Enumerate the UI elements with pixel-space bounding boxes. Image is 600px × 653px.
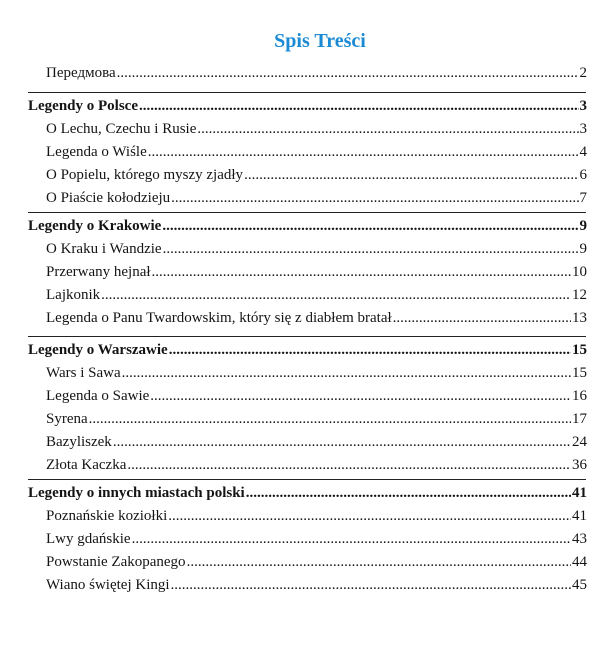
entry-title: Bazyliszek: [46, 434, 112, 450]
entry-title: Złota Kaczka: [46, 457, 127, 473]
section-title: Legendy o innych miastach polski: [28, 485, 245, 501]
toc-entry: [46, 308, 587, 328]
toc-entry: [46, 386, 587, 406]
toc-entry: [46, 529, 587, 549]
page-number: 15: [572, 365, 587, 381]
dot-leader: [101, 285, 571, 305]
page-number: 43: [572, 531, 587, 547]
entry-title: Legenda o Sawie: [46, 388, 150, 404]
toc-entry: [46, 432, 587, 452]
page-number: 6: [579, 167, 587, 183]
page-number: 13: [572, 310, 587, 326]
page-number: 9: [579, 241, 587, 257]
dot-leader: [171, 575, 571, 595]
dot-leader: [162, 216, 578, 236]
toc-entry: [46, 506, 587, 526]
toc-section: [28, 216, 587, 236]
section-divider: [28, 479, 586, 480]
toc-entry: [46, 455, 587, 475]
dot-leader: [122, 363, 571, 383]
page-number: 36: [572, 457, 587, 473]
entry-title: Wiano świętej Kingi: [46, 577, 170, 593]
page-number: 2: [579, 65, 587, 81]
page-number: 4: [579, 144, 587, 160]
dot-leader: [117, 63, 579, 83]
entry-title: Poznańskie koziołki: [46, 508, 168, 524]
toc-entry: [46, 188, 587, 208]
page-number: 24: [572, 434, 587, 450]
page-number: 41: [572, 485, 587, 501]
toc-entry: [46, 142, 587, 162]
entry-title: Lajkonik: [46, 287, 101, 303]
entry-title: Przerwany hejnał: [46, 264, 151, 280]
section-divider: [28, 212, 586, 213]
entry-title: Legenda o Panu Twardowskim, który się z diabłem bratał: [46, 310, 392, 326]
page-number: 10: [572, 264, 587, 280]
page-number: 3: [579, 121, 587, 137]
entry-title: Syrena: [46, 411, 88, 427]
dot-leader: [150, 386, 571, 406]
dot-leader: [163, 239, 579, 259]
toc-section: [28, 483, 587, 503]
section-title: Legendy o Warszawie: [28, 342, 168, 358]
page-title: Spis Treści: [274, 30, 366, 52]
toc-entry: [46, 119, 587, 139]
entry-title: O Piaście kołodzieju: [46, 190, 171, 206]
dot-leader: [168, 506, 571, 526]
section-title: Legendy o Polsce: [28, 98, 138, 114]
entry-title: O Kraku i Wandzie: [46, 241, 162, 257]
dot-leader: [89, 409, 571, 429]
dot-leader: [393, 308, 571, 328]
section-divider: [28, 92, 586, 93]
page-number: 3: [579, 98, 587, 114]
toc-entry: [46, 409, 587, 429]
toc-section: [28, 96, 587, 116]
entry-title: Передмова: [46, 65, 116, 81]
dot-leader: [127, 455, 571, 475]
page-number: 12: [572, 287, 587, 303]
page-number: 41: [572, 508, 587, 524]
entry-title: Lwy gdańskie: [46, 531, 131, 547]
entry-title: O Popielu, którego myszy zjadły: [46, 167, 244, 183]
entry-title: Legenda o Wiśle: [46, 144, 147, 160]
dot-leader: [152, 262, 571, 282]
page-number: 9: [579, 218, 587, 234]
toc-entry: [46, 239, 587, 259]
toc-entry: [46, 363, 587, 383]
page-number: 15: [572, 342, 587, 358]
dot-leader: [148, 142, 579, 162]
toc-section: [28, 340, 587, 360]
entry-title: Powstanie Zakopanego: [46, 554, 186, 570]
dot-leader: [169, 340, 571, 360]
entry-title: O Lechu, Czechu i Rusie: [46, 121, 197, 137]
dot-leader: [244, 165, 578, 185]
toc-entry: [46, 285, 587, 305]
toc-entry: [46, 552, 587, 572]
page-number: 17: [572, 411, 587, 427]
dot-leader: [132, 529, 571, 549]
entry-title: Wars i Sawa: [46, 365, 121, 381]
page-number: 16: [572, 388, 587, 404]
page-number: 44: [572, 554, 587, 570]
dot-leader: [246, 483, 571, 503]
dot-leader: [187, 552, 571, 572]
dot-leader: [113, 432, 571, 452]
dot-leader: [171, 188, 578, 208]
section-title: Legendy o Krakowie: [28, 218, 162, 234]
toc-entry: [46, 165, 587, 185]
section-divider: [28, 336, 586, 337]
page-number: 45: [572, 577, 587, 593]
toc-entry: [46, 63, 587, 83]
dot-leader: [139, 96, 579, 116]
toc-entry: [46, 262, 587, 282]
toc-entry: [46, 575, 587, 595]
dot-leader: [197, 119, 578, 139]
page-number: 7: [579, 190, 587, 206]
